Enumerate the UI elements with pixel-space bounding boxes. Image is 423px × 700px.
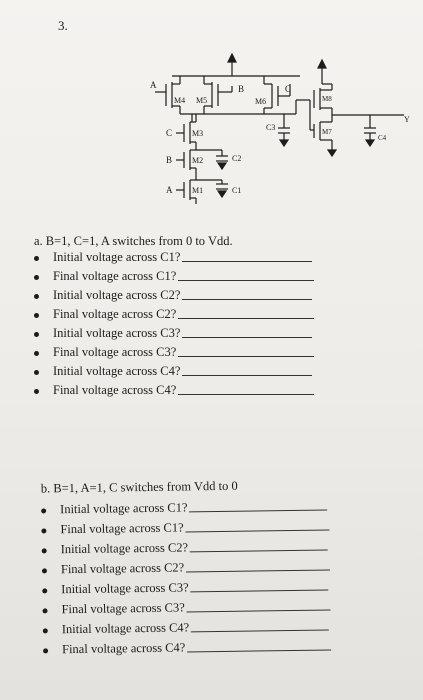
part-a-question: Initial voltage across C3?: [34, 326, 312, 341]
question-number: 3.: [58, 18, 68, 33]
label-c4: C4: [378, 134, 387, 142]
bullet: [42, 608, 47, 613]
answer-blank[interactable]: [187, 649, 331, 652]
answer-blank[interactable]: [190, 509, 328, 512]
label-m5: M5: [196, 96, 208, 105]
gate-label-b: B: [166, 155, 173, 165]
label-m4: M4: [174, 96, 186, 105]
bullet: [41, 508, 46, 513]
bullet: [42, 588, 47, 593]
input-label-c: C: [285, 84, 292, 94]
bullet: [42, 568, 47, 573]
label-m2: M2: [192, 156, 204, 165]
bullet: [41, 528, 46, 533]
part-b-question: Initial voltage across C2?: [42, 538, 329, 557]
gate-label-a: A: [166, 185, 173, 195]
part-b-question: Initial voltage across C1?: [41, 498, 328, 517]
part-a-question: Initial voltage across C2?: [34, 288, 312, 303]
bullet: [43, 628, 48, 633]
answer-blank[interactable]: [191, 629, 329, 632]
answer-blank[interactable]: [191, 589, 329, 592]
part-b-question: Initial voltage across C4?: [43, 618, 330, 637]
part-b-question: Final voltage across C2?: [42, 558, 330, 577]
bullet: [42, 548, 47, 553]
answer-blank[interactable]: [187, 609, 331, 612]
gate-label-c: C: [166, 128, 173, 138]
answer-blank[interactable]: [186, 529, 330, 532]
part-a-question: Initial voltage across C4?: [34, 364, 312, 379]
part-a-question: Initial voltage across C1?: [34, 250, 312, 265]
label-m3: M3: [192, 129, 204, 138]
part-a-question: Final voltage across C4?: [34, 383, 314, 398]
part-b-question: Final voltage across C3?: [42, 598, 330, 617]
label-m1: M1: [192, 186, 204, 195]
output-label-y: Y: [404, 115, 410, 124]
part-b-question: Final voltage across C4?: [43, 638, 331, 657]
input-label-b: B: [238, 84, 245, 94]
label-m7: M7: [322, 128, 332, 136]
part-a-question: Final voltage across C3?: [34, 345, 314, 360]
part-a-question: Final voltage across C2?: [34, 307, 314, 322]
label-m6: M6: [255, 97, 267, 106]
input-label-a: A: [150, 80, 157, 90]
label-c3: C3: [266, 123, 276, 132]
part-a-title: a. B=1, C=1, A switches from 0 to Vdd.: [34, 234, 233, 248]
label-c1: C1: [232, 186, 242, 195]
answer-blank[interactable]: [190, 549, 328, 552]
part-b-question: Final voltage across C1?: [41, 518, 329, 537]
part-a-question: Final voltage across C1?: [34, 269, 314, 284]
part-b-title: b. B=1, A=1, C switches from Vdd to 0: [40, 478, 238, 496]
answer-blank[interactable]: [186, 569, 330, 572]
bullet: [43, 648, 48, 653]
label-m8: M8: [322, 95, 332, 103]
part-b-question: Initial voltage across C3?: [42, 578, 329, 597]
label-c2: C2: [232, 154, 242, 163]
